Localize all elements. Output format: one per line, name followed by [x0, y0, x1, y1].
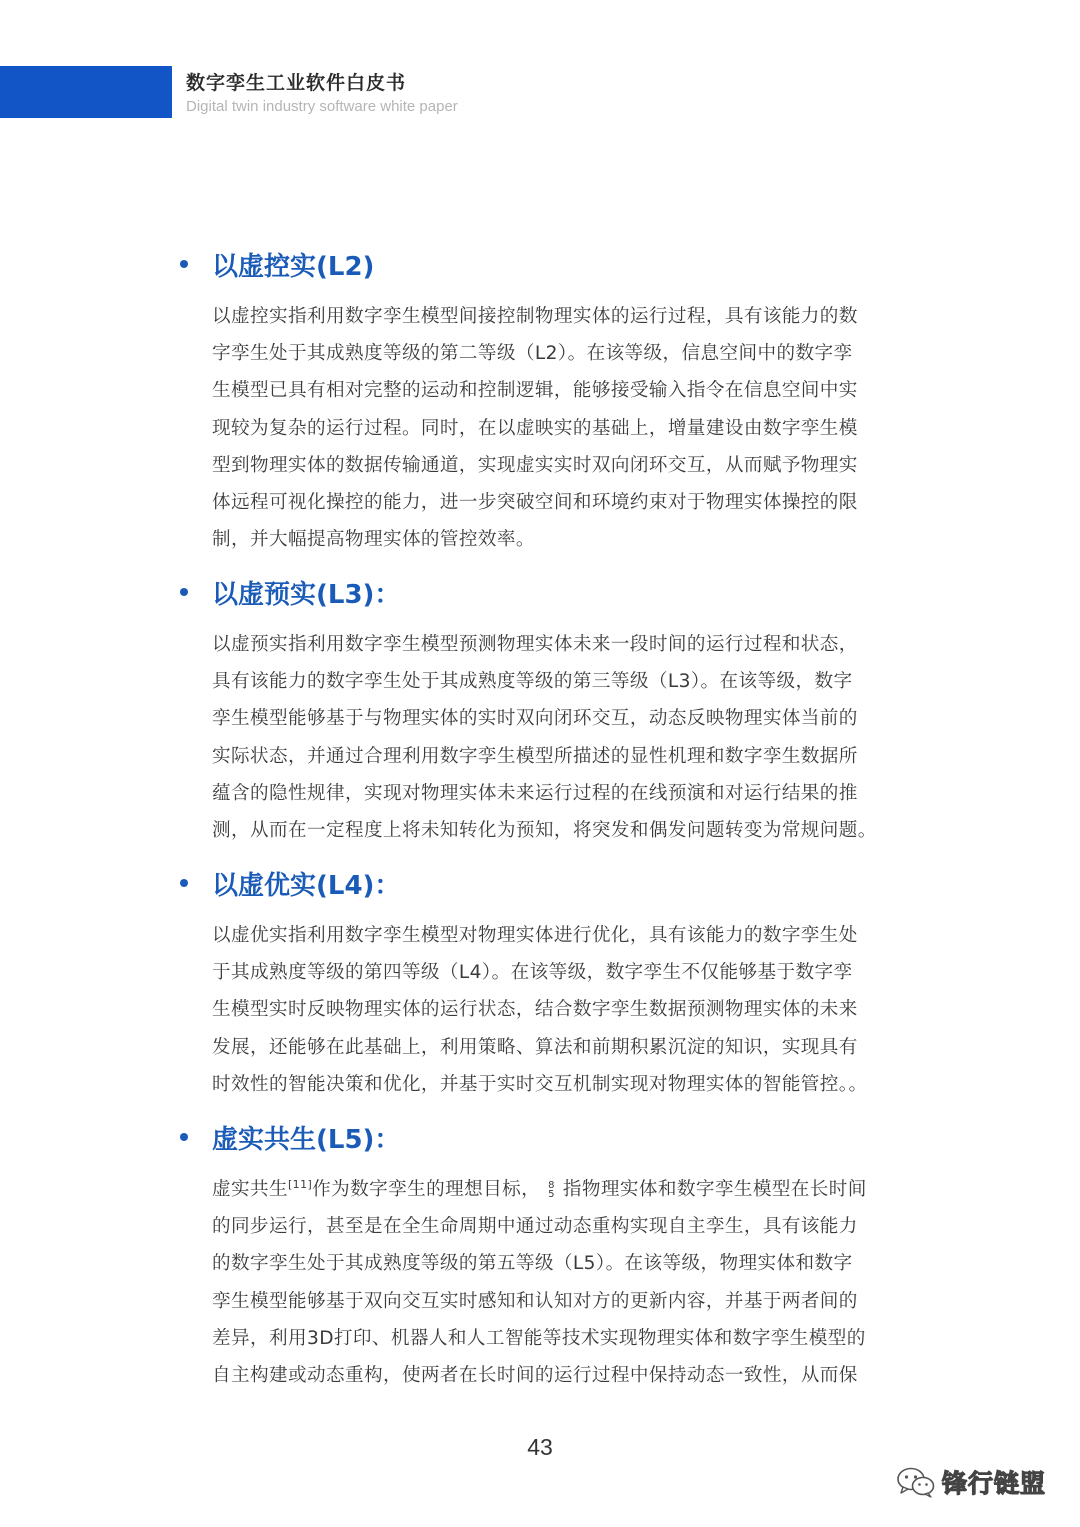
text-line: 蕴含的隐性规律，实现对物理实体未来运行过程的在线预演和对运行结果的推 [212, 782, 858, 804]
section-heading-l4 [180, 863, 400, 903]
citation-marker: [11] [287, 1177, 313, 1191]
section-paragraph-l4 [212, 917, 917, 1103]
document-subtitle: Digital twin industry software white paper [186, 98, 458, 115]
text-line: 于其成熟度等级的第四等级（L4）。在该等级，数字孪生不仅能够基于数字孪 [212, 962, 853, 984]
fraction-denominator: 5 [548, 1188, 555, 1200]
text-fragment: 作为数字孪生的理想目标， [312, 1179, 541, 1200]
page-number: 43 [527, 1434, 553, 1460]
bullet-icon [180, 260, 188, 268]
text-fragment: 指物理实体和数字孪生模型在长时间 [562, 1179, 867, 1200]
text-line: 实际状态，并通过合理利用数字孪生模型所描述的显性机理和数字孪生数据所 [212, 745, 858, 767]
text-line: 型到物理实体的数据传输通道，实现虚实实时双向闭环交互，从而赋予物理实 [212, 454, 858, 476]
section-title: 虚实共生(L5)： [212, 1124, 401, 1155]
text-line: 以虚控实指利用数字孪生模型间接控制物理实体的运行过程，具有该能力的数 [212, 306, 858, 327]
text-line: 以虚优实指利用数字孪生模型对物理实体进行优化，具有该能力的数字孪生处 [212, 925, 858, 946]
wechat-icon [896, 1466, 936, 1498]
bullet-icon [180, 1133, 188, 1141]
section-paragraph-l2 [212, 298, 917, 558]
text-line: 字孪生处于其成熟度等级的第二等级（L2）。在该等级，信息空间中的数字孪 [212, 343, 853, 365]
text-line: 孪生模型能够基于双向交互实时感知和认知对方的更新内容，并基于两者间的 [212, 1290, 858, 1312]
text-line: 的同步运行，甚至是在全生命周期中通过动态重构实现自主孪生，具有该能力 [212, 1216, 858, 1238]
watermark-text: 锋行链盟 [942, 1469, 1047, 1498]
section-title: 以虚预实(L3)： [212, 579, 401, 610]
section-heading-l3 [180, 572, 400, 612]
text-line: 体远程可视化操控的能力，进一步突破空间和环境约束对于物理实体操控的限 [212, 491, 858, 513]
watermark [896, 1460, 1046, 1504]
text-line: 自主构建或动态重构，使两者在长时间的运行过程中保持动态一致性，从而保 [212, 1364, 858, 1386]
section-heading-l2 [180, 244, 374, 284]
section-paragraph-l3 [212, 626, 917, 849]
text-line: 制，并大幅提高物理实体的管控效率。 [212, 529, 535, 551]
inline-fraction [548, 1181, 555, 1199]
document-title: 数字孪生工业软件白皮书 [186, 72, 407, 94]
text-line: 现较为复杂的运行过程。同时，在以虚映实的基础上，增量建设由数字孪生模 [212, 417, 858, 439]
text-line [212, 1171, 917, 1208]
text-line: 时效性的智能决策和优化，并基于实时交互机制实现对物理实体的智能管控。。 [212, 1073, 868, 1095]
text-fragment: 虚实共生 [212, 1179, 288, 1200]
bullet-icon [180, 879, 188, 887]
fraction-numerator: 8 [548, 1179, 555, 1191]
text-line: 以虚预实指利用数字孪生模型预测物理实体未来一段时间的运行过程和状态， [212, 634, 858, 655]
text-line: 差异，利用3D打印、机器人和人工智能等技术实现物理实体和数字孪生模型的 [212, 1327, 866, 1349]
bullet-icon [180, 588, 188, 596]
section-title: 以虚控实(L2) [212, 251, 375, 282]
section-title: 以虚优实(L4)： [212, 870, 401, 901]
text-line: 生模型实时反映物理实体的运行状态，结合数字孪生数据预测物理实体的未来 [212, 999, 858, 1021]
section-heading-l5 [180, 1117, 400, 1157]
text-line: 孪生模型能够基于与物理实体的实时双向闭环交互，动态反映物理实体当前的 [212, 708, 858, 730]
text-line: 测，从而在一定程度上将未知转化为预知，将突发和偶发问题转变为常规问题。 [212, 819, 877, 841]
text-line: 的数字孪生处于其成熟度等级的第五等级（L5）。在该等级，物理实体和数字 [212, 1253, 853, 1275]
section-paragraph-l5 [212, 1171, 917, 1394]
text-line: 生模型已具有相对完整的运动和控制逻辑，能够接受输入指令在信息空间中实 [212, 380, 858, 402]
header-accent-bar [0, 66, 172, 118]
text-line: 具有该能力的数字孪生处于其成熟度等级的第三等级（L3）。在该等级，数字 [212, 671, 853, 693]
text-line: 发展，还能够在此基础上，利用策略、算法和前期积累沉淀的知识，实现具有 [212, 1036, 858, 1058]
